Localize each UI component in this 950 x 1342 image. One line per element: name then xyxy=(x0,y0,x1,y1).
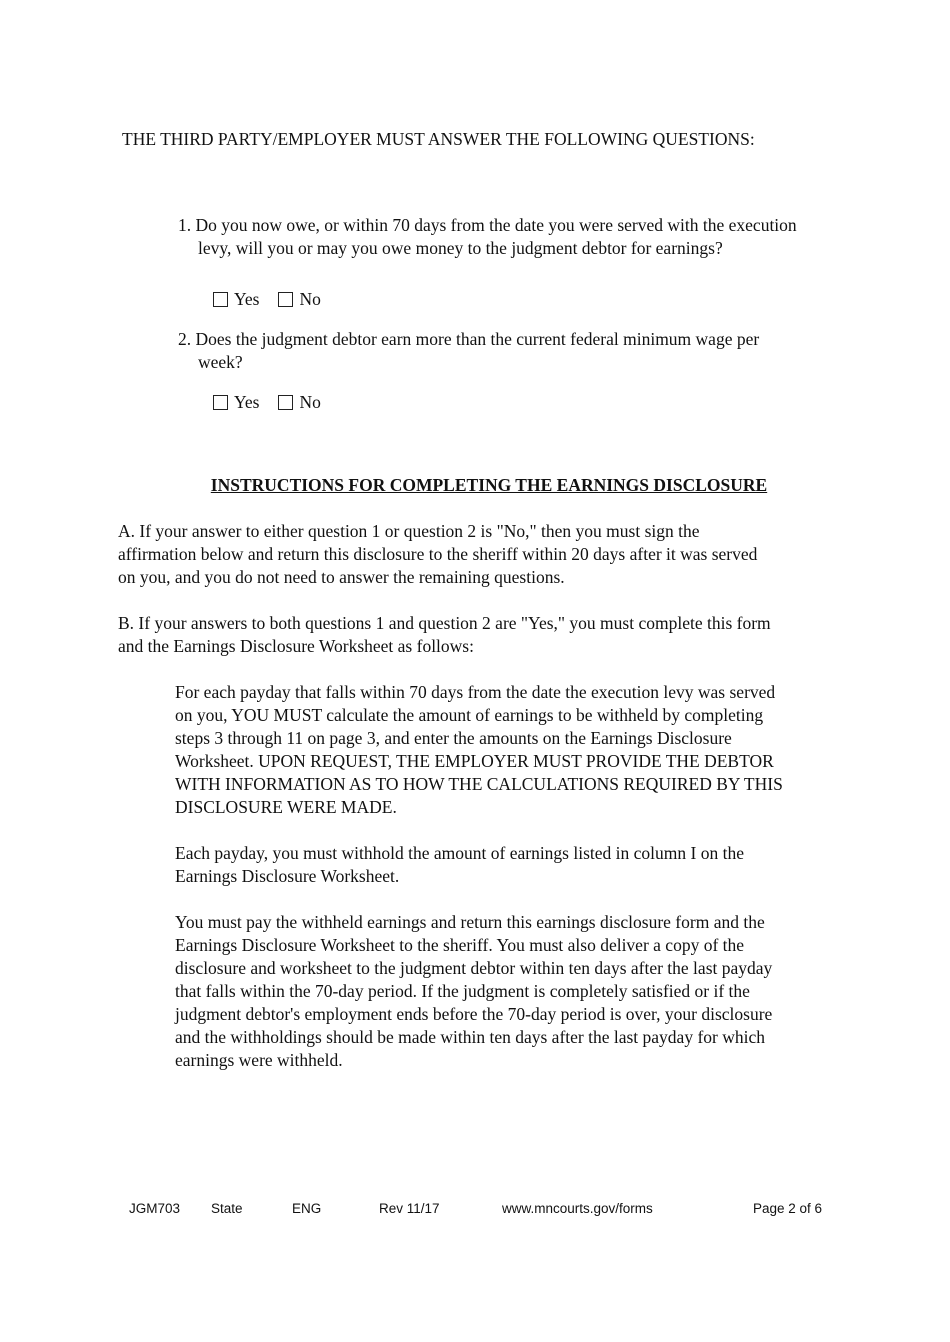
question-1-yes-checkbox[interactable] xyxy=(213,292,228,307)
instructions-title: INSTRUCTIONS FOR COMPLETING THE EARNINGS DISCLOSURE xyxy=(210,475,768,495)
question-1-line-1: 1. Do you now owe, or within 70 days from the date you were served with the execution xyxy=(178,215,797,235)
payment-delivery-paragraph xyxy=(175,911,865,1072)
paragraph-b-line: and the Earnings Disclosure Worksheet as follows: xyxy=(118,636,474,656)
payday-calculation-line: on you, YOU MUST calculate the amount of earnings to be withheld by completing xyxy=(175,705,764,725)
paragraph-b-line: B. If your answers to both questions 1 and question 2 are "Yes," you must complete this form xyxy=(118,613,771,633)
question-2-line-2: week? xyxy=(198,352,243,372)
payment-delivery-line: that falls within the 70-day period. If the judgment is completely satisfied or if the xyxy=(175,981,750,1001)
footer-page-number: Page 2 of 6 xyxy=(753,1201,823,1216)
question-1-number: 1. xyxy=(178,215,192,235)
payday-calculation-paragraph xyxy=(175,681,865,819)
payday-calculation-line: Worksheet. UPON REQUEST, THE EMPLOYER MUST PROVIDE THE DEBTOR xyxy=(175,751,774,771)
paragraph-a-line: affirmation below and return this disclosure to the sheriff within 20 days after it was served xyxy=(118,544,758,564)
question-2-choices xyxy=(213,391,321,414)
withhold-line: Earnings Disclosure Worksheet. xyxy=(175,866,400,886)
paragraph-b xyxy=(118,612,858,658)
question-1-yes-label: Yes xyxy=(234,289,260,309)
question-1-choices xyxy=(213,288,321,311)
question-1-yes-option[interactable] xyxy=(213,288,259,311)
question-2-no-option[interactable] xyxy=(278,391,320,414)
payday-calculation-line: DISCLOSURE WERE MADE. xyxy=(175,797,397,817)
payday-calculation-line: For each payday that falls within 70 days from the date the execution levy was served xyxy=(175,682,776,702)
question-1-line-2: levy, will you or may you owe money to the judgment debtor for earnings? xyxy=(198,238,723,258)
question-1-no-label: No xyxy=(299,289,321,309)
payment-delivery-line: disclosure and worksheet to the judgment debtor within ten days after the last payday xyxy=(175,958,773,978)
question-2-no-label: No xyxy=(299,392,321,412)
footer-jurisdiction: State xyxy=(211,1201,243,1216)
question-2-yes-checkbox[interactable] xyxy=(213,395,228,410)
payday-calculation-line: steps 3 through 11 on page 3, and enter the amounts on the Earnings Disclosure xyxy=(175,728,732,748)
payment-delivery-line: judgment debtor's employment ends before the 70-day period is over, your disclosure xyxy=(175,1004,773,1024)
page-footer xyxy=(0,1200,950,1220)
paragraph-a-line: A. If your answer to either question 1 or question 2 is "No," then you must sign the xyxy=(118,521,700,541)
paragraph-a xyxy=(118,520,858,589)
paragraph-a-line: on you, and you do not need to answer the remaining questions. xyxy=(118,567,565,587)
payday-calculation-line: WITH INFORMATION AS TO HOW THE CALCULATIONS REQUIRED BY THIS xyxy=(175,774,783,794)
section-header: THE THIRD PARTY/EMPLOYER MUST ANSWER THE FOLLOWING QUESTIONS: xyxy=(122,129,755,149)
payment-delivery-line: earnings were withheld. xyxy=(175,1050,343,1070)
footer-url[interactable]: www.mncourts.gov/forms xyxy=(502,1201,653,1216)
withhold-line: Each payday, you must withhold the amount of earnings listed in column I on the xyxy=(175,843,744,863)
question-2 xyxy=(178,328,878,374)
question-2-line-1: 2. Does the judgment debtor earn more than the current federal minimum wage per xyxy=(178,329,760,349)
footer-language: ENG xyxy=(292,1201,322,1216)
question-2-no-checkbox[interactable] xyxy=(278,395,293,410)
footer-revision: Rev 11/17 xyxy=(379,1201,440,1216)
payment-delivery-line: and the withholdings should be made within ten days after the last payday for which xyxy=(175,1027,766,1047)
footer-form-code: JGM703 xyxy=(129,1201,181,1216)
question-2-yes-option[interactable] xyxy=(213,391,259,414)
question-1-no-option[interactable] xyxy=(278,288,320,311)
withhold-paragraph xyxy=(175,842,865,888)
question-1-no-checkbox[interactable] xyxy=(278,292,293,307)
question-2-yes-label: Yes xyxy=(234,392,260,412)
question-1 xyxy=(178,214,878,260)
question-2-number: 2. xyxy=(178,329,192,349)
payment-delivery-line: You must pay the withheld earnings and return this earnings disclosure form and the xyxy=(175,912,765,932)
payment-delivery-line: Earnings Disclosure Worksheet to the sheriff. You must also deliver a copy of the xyxy=(175,935,745,955)
